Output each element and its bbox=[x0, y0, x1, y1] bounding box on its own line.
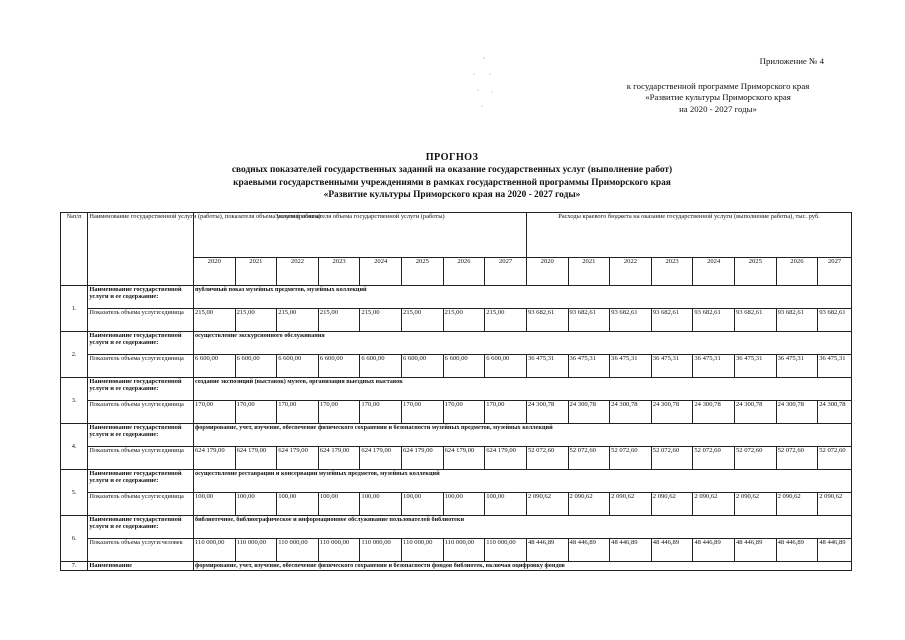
row-number: 2. bbox=[61, 332, 88, 378]
header-row bbox=[61, 213, 852, 258]
budget-value: 24 300,78 bbox=[818, 401, 852, 424]
row-number: 3. bbox=[61, 378, 88, 424]
volume-value: 110 000,00 bbox=[277, 539, 319, 562]
appendix-line-3: «Развитие культуры Приморского края bbox=[645, 92, 791, 103]
service-content: формирование, учет, изучение, обеспечение физического сохранения и безопасности музейных предметов, музейных коллекций bbox=[193, 424, 851, 447]
volume-year-2021: 2021 bbox=[235, 258, 277, 286]
budget-value: 2 090,62 bbox=[776, 493, 818, 516]
volume-value: 624 179,00 bbox=[235, 447, 277, 470]
appendix-line-4: на 2020 - 2027 годы» bbox=[679, 103, 757, 114]
service-name-label: Наименование bbox=[88, 562, 194, 571]
budget-value: 2 090,62 bbox=[568, 493, 610, 516]
volume-value: 624 179,00 bbox=[443, 447, 485, 470]
budget-value: 52 072,60 bbox=[776, 447, 818, 470]
scan-specks bbox=[470, 52, 498, 112]
budget-year-2025: 2025 bbox=[734, 258, 776, 286]
budget-value: 24 300,78 bbox=[693, 401, 735, 424]
budget-value: 52 072,60 bbox=[818, 447, 852, 470]
indicator-row bbox=[61, 355, 852, 378]
title-line-3: «Развитие культуры Приморского края на 2020 - 2027 годы» bbox=[323, 190, 581, 201]
row-number: 5. bbox=[61, 470, 88, 516]
volume-value: 100,00 bbox=[402, 493, 444, 516]
row-number: 6. bbox=[61, 516, 88, 562]
budget-value: 36 475,31 bbox=[651, 355, 693, 378]
budget-value: 93 682,61 bbox=[568, 309, 610, 332]
service-content: создание экспозиций (выставок) музеев, организация выездных выставок bbox=[193, 378, 851, 401]
budget-value: 24 300,78 bbox=[651, 401, 693, 424]
volume-year-2022: 2022 bbox=[277, 258, 319, 286]
volume-value: 215,00 bbox=[443, 309, 485, 332]
budget-value: 24 300,78 bbox=[610, 401, 652, 424]
service-name-row bbox=[61, 516, 852, 539]
indicator-label: Показатель объема услуги:единица bbox=[88, 401, 194, 424]
budget-value: 48 446,89 bbox=[818, 539, 852, 562]
budget-value: 2 090,62 bbox=[734, 493, 776, 516]
appendix-block bbox=[598, 56, 838, 115]
volume-value: 624 179,00 bbox=[360, 447, 402, 470]
volume-value: 6 600,00 bbox=[318, 355, 360, 378]
budget-value: 48 446,89 bbox=[734, 539, 776, 562]
volume-value: 100,00 bbox=[443, 493, 485, 516]
volume-value: 215,00 bbox=[193, 309, 235, 332]
service-content: библиотечное, библиографическое и информационное обслуживание пользователей библиотеки bbox=[193, 516, 851, 539]
title-line-2: краевыми государственными учреждениями в рамках государственной программы Приморского края bbox=[233, 177, 671, 188]
volume-value: 110 000,00 bbox=[235, 539, 277, 562]
service-content: осуществление экскурсионного обслуживания bbox=[193, 332, 851, 355]
indicator-label: Показатель объема услуги:человек bbox=[88, 539, 194, 562]
volume-value: 170,00 bbox=[443, 401, 485, 424]
volume-year-2027: 2027 bbox=[485, 258, 527, 286]
volume-value: 170,00 bbox=[277, 401, 319, 424]
volume-value: 100,00 bbox=[277, 493, 319, 516]
budget-year-2023: 2023 bbox=[651, 258, 693, 286]
title-main: ПРОГНОЗ bbox=[425, 152, 479, 163]
volume-value: 6 600,00 bbox=[277, 355, 319, 378]
budget-value: 48 446,89 bbox=[568, 539, 610, 562]
volume-year-2025: 2025 bbox=[402, 258, 444, 286]
budget-value: 2 090,62 bbox=[526, 493, 568, 516]
budget-value: 36 475,31 bbox=[734, 355, 776, 378]
indicator-row bbox=[61, 539, 852, 562]
header-budget: Расходы краевого бюджета на оказание государственной услуги (выполнение работы), тыс. руб. bbox=[526, 213, 851, 258]
volume-value: 215,00 bbox=[402, 309, 444, 332]
volume-value: 170,00 bbox=[235, 401, 277, 424]
volume-year-2024: 2024 bbox=[360, 258, 402, 286]
budget-year-2020: 2020 bbox=[526, 258, 568, 286]
budget-value: 36 475,31 bbox=[610, 355, 652, 378]
volume-value: 6 600,00 bbox=[402, 355, 444, 378]
volume-value: 100,00 bbox=[235, 493, 277, 516]
volume-value: 170,00 bbox=[485, 401, 527, 424]
service-name-label: Наименование государственной услуги и ее содержание: bbox=[88, 378, 194, 401]
budget-value: 2 090,62 bbox=[610, 493, 652, 516]
volume-value: 624 179,00 bbox=[277, 447, 319, 470]
volume-value: 6 600,00 bbox=[443, 355, 485, 378]
volume-value: 6 600,00 bbox=[485, 355, 527, 378]
service-name-label: Наименование государственной услуги и ее содержание: bbox=[88, 424, 194, 447]
service-name-row bbox=[61, 470, 852, 493]
service-content: публичный показ музейных предметов, музейных коллекций bbox=[193, 286, 851, 309]
row-number: 1. bbox=[61, 286, 88, 332]
volume-value: 170,00 bbox=[360, 401, 402, 424]
row-number: 7. bbox=[61, 562, 88, 571]
title-line-1: сводных показателей государственных заданий на оказание государственных услуг (выполнение работ) bbox=[231, 165, 673, 176]
budget-value: 2 090,62 bbox=[818, 493, 852, 516]
volume-value: 110 000,00 bbox=[402, 539, 444, 562]
header-num: №п/п bbox=[61, 213, 88, 286]
volume-value: 110 000,00 bbox=[485, 539, 527, 562]
indicator-label: Показатель объема услуги:единица bbox=[88, 447, 194, 470]
budget-year-2024: 2024 bbox=[693, 258, 735, 286]
header-volume: Значение показателя объема государственной услуги (работы) bbox=[193, 213, 526, 258]
budget-value: 52 072,60 bbox=[568, 447, 610, 470]
budget-value: 48 446,89 bbox=[693, 539, 735, 562]
budget-value: 93 682,61 bbox=[693, 309, 735, 332]
budget-value: 24 300,78 bbox=[526, 401, 568, 424]
budget-value: 48 446,89 bbox=[610, 539, 652, 562]
budget-value: 93 682,61 bbox=[734, 309, 776, 332]
budget-value: 24 300,78 bbox=[734, 401, 776, 424]
volume-value: 6 600,00 bbox=[193, 355, 235, 378]
service-name-label: Наименование государственной услуги и ее содержание: bbox=[88, 470, 194, 493]
indicator-label: Показатель объема услуги:единица bbox=[88, 355, 194, 378]
budget-value: 48 446,89 bbox=[651, 539, 693, 562]
volume-value: 110 000,00 bbox=[193, 539, 235, 562]
budget-year-2026: 2026 bbox=[776, 258, 818, 286]
budget-value: 48 446,89 bbox=[526, 539, 568, 562]
volume-year-2023: 2023 bbox=[318, 258, 360, 286]
appendix-number: Приложение № 4 bbox=[759, 56, 824, 66]
table-body bbox=[61, 213, 852, 571]
service-name-row bbox=[61, 378, 852, 401]
volume-value: 100,00 bbox=[485, 493, 527, 516]
volume-value: 170,00 bbox=[193, 401, 235, 424]
budget-value: 36 475,31 bbox=[818, 355, 852, 378]
volume-value: 215,00 bbox=[277, 309, 319, 332]
volume-value: 100,00 bbox=[193, 493, 235, 516]
volume-value: 110 000,00 bbox=[318, 539, 360, 562]
volume-value: 6 600,00 bbox=[235, 355, 277, 378]
forecast-table bbox=[60, 212, 852, 571]
budget-value: 52 072,60 bbox=[610, 447, 652, 470]
budget-value: 93 682,61 bbox=[651, 309, 693, 332]
budget-value: 93 682,61 bbox=[776, 309, 818, 332]
row-number: 4. bbox=[61, 424, 88, 470]
indicator-label: Показатель объема услуги:единица bbox=[88, 309, 194, 332]
service-content: осуществление реставрации и консервации музейных предметов, музейных коллекций bbox=[193, 470, 851, 493]
indicator-label: Показатель объема услуги:единица bbox=[88, 493, 194, 516]
budget-value: 36 475,31 bbox=[776, 355, 818, 378]
volume-value: 215,00 bbox=[360, 309, 402, 332]
volume-year-2020: 2020 bbox=[193, 258, 235, 286]
budget-value: 93 682,61 bbox=[818, 309, 852, 332]
volume-value: 624 179,00 bbox=[318, 447, 360, 470]
service-name-row bbox=[61, 562, 852, 571]
document-title bbox=[120, 152, 784, 202]
volume-value: 215,00 bbox=[235, 309, 277, 332]
budget-value: 2 090,62 bbox=[651, 493, 693, 516]
service-name-label: Наименование государственной услуги и ее содержание: bbox=[88, 286, 194, 309]
volume-value: 624 179,00 bbox=[485, 447, 527, 470]
volume-value: 100,00 bbox=[360, 493, 402, 516]
service-name-row bbox=[61, 332, 852, 355]
volume-year-2026: 2026 bbox=[443, 258, 485, 286]
indicator-row bbox=[61, 309, 852, 332]
budget-value: 24 300,78 bbox=[776, 401, 818, 424]
budget-value: 36 475,31 bbox=[693, 355, 735, 378]
budget-value: 93 682,61 bbox=[610, 309, 652, 332]
budget-value: 52 072,60 bbox=[651, 447, 693, 470]
budget-value: 48 446,89 bbox=[776, 539, 818, 562]
budget-value: 36 475,31 bbox=[526, 355, 568, 378]
volume-value: 215,00 bbox=[485, 309, 527, 332]
service-name-row bbox=[61, 286, 852, 309]
volume-value: 6 600,00 bbox=[360, 355, 402, 378]
volume-value: 624 179,00 bbox=[193, 447, 235, 470]
volume-value: 170,00 bbox=[402, 401, 444, 424]
volume-value: 215,00 bbox=[318, 309, 360, 332]
budget-value: 52 072,60 bbox=[526, 447, 568, 470]
budget-year-2022: 2022 bbox=[610, 258, 652, 286]
budget-value: 52 072,60 bbox=[693, 447, 735, 470]
service-content: формирование, учет, изучение, обеспечение физического сохранения и безопасности фондов библиотек, включая оцифровку фондов bbox=[193, 562, 851, 571]
budget-value: 24 300,78 bbox=[568, 401, 610, 424]
budget-value: 52 072,60 bbox=[734, 447, 776, 470]
budget-year-2027: 2027 bbox=[818, 258, 852, 286]
volume-value: 110 000,00 bbox=[360, 539, 402, 562]
indicator-row bbox=[61, 401, 852, 424]
service-name-label: Наименование государственной услуги и ее содержание: bbox=[88, 332, 194, 355]
volume-value: 170,00 bbox=[318, 401, 360, 424]
volume-value: 100,00 bbox=[318, 493, 360, 516]
service-name-row bbox=[61, 424, 852, 447]
header-name: Наименование государственной услуги (работы), показателя объема услуги (работы) bbox=[88, 213, 194, 286]
volume-value: 110 000,00 bbox=[443, 539, 485, 562]
budget-value: 36 475,31 bbox=[568, 355, 610, 378]
budget-year-2021: 2021 bbox=[568, 258, 610, 286]
appendix-line-2: к государственной программе Приморского края bbox=[626, 81, 810, 92]
budget-value: 2 090,62 bbox=[693, 493, 735, 516]
service-name-label: Наименование государственной услуги и ее содержание: bbox=[88, 516, 194, 539]
volume-value: 624 179,00 bbox=[402, 447, 444, 470]
indicator-row bbox=[61, 493, 852, 516]
indicator-row bbox=[61, 447, 852, 470]
budget-value: 93 682,61 bbox=[526, 309, 568, 332]
